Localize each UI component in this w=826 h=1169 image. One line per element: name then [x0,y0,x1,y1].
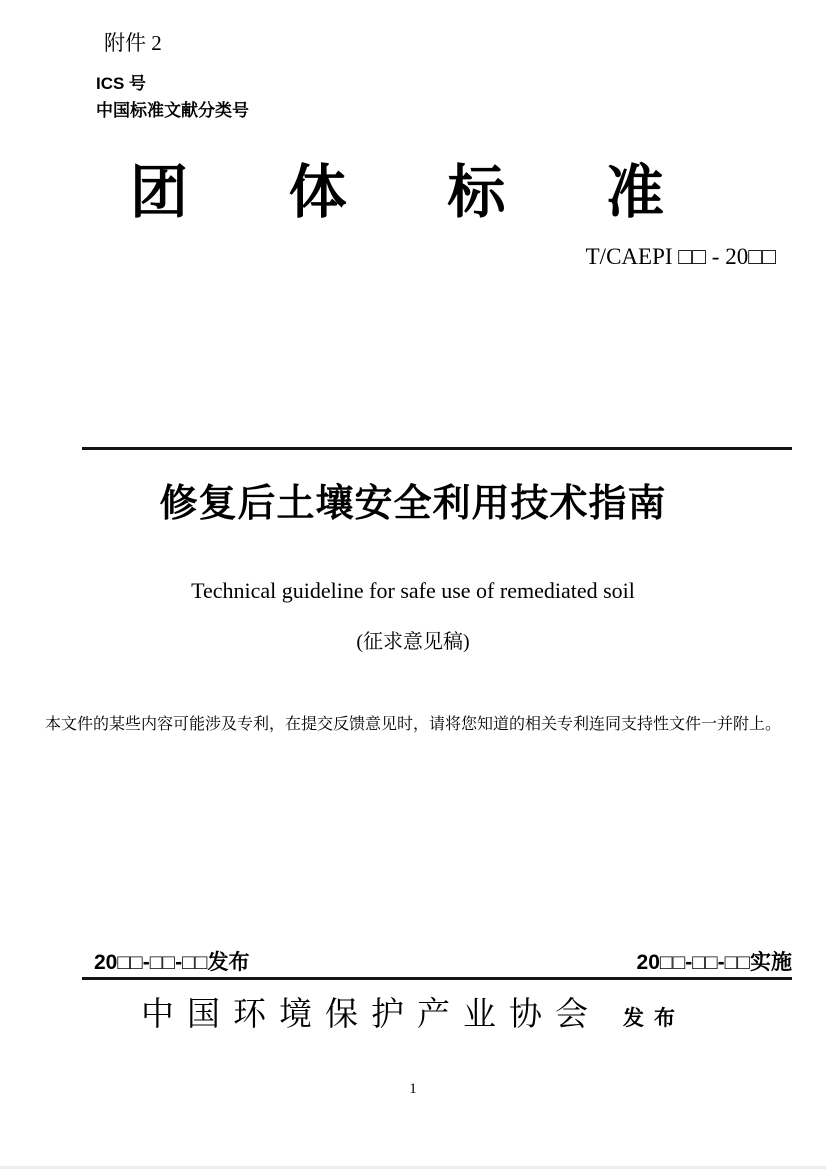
page-number: 1 [409,1081,417,1097]
standard-type-char-1: 团 [130,160,189,225]
standard-type-title [130,161,664,225]
document-title-chinese: 修复后土壤安全利用技术指南 [159,483,667,525]
publish-label: 发布 [623,1007,685,1030]
standard-type-char-3: 标 [447,160,506,225]
ics-number-label: ICS 号 [96,74,147,93]
issuing-organization-name: 中国环境保护产业协会 [141,997,601,1033]
standard-type-char-2: 体 [288,160,347,225]
implement-date: 20□□-□□-□□实施 [636,951,792,974]
document-title-english: Technical guideline for safe use of remediated soil [191,578,635,603]
top-divider-rule [82,447,792,450]
issue-date: 20□□-□□-□□发布 [94,951,250,974]
issuing-organization-row [0,996,826,1036]
draft-status-note: (征求意见稿) [356,631,470,653]
classification-number-label: 中国标准文献分类号 [96,101,249,120]
standard-type-char-4: 准 [605,160,664,225]
standard-number: T/CAEPI □□ - 20□□ [585,244,776,269]
attachment-label: 附件 2 [104,31,162,55]
bottom-divider-rule [82,977,792,980]
patent-notice: 本文件的某些内容可能涉及专利，在提交反馈意见时，请将您知道的相关专利连同支持性文件一并附上。 [44,716,781,733]
